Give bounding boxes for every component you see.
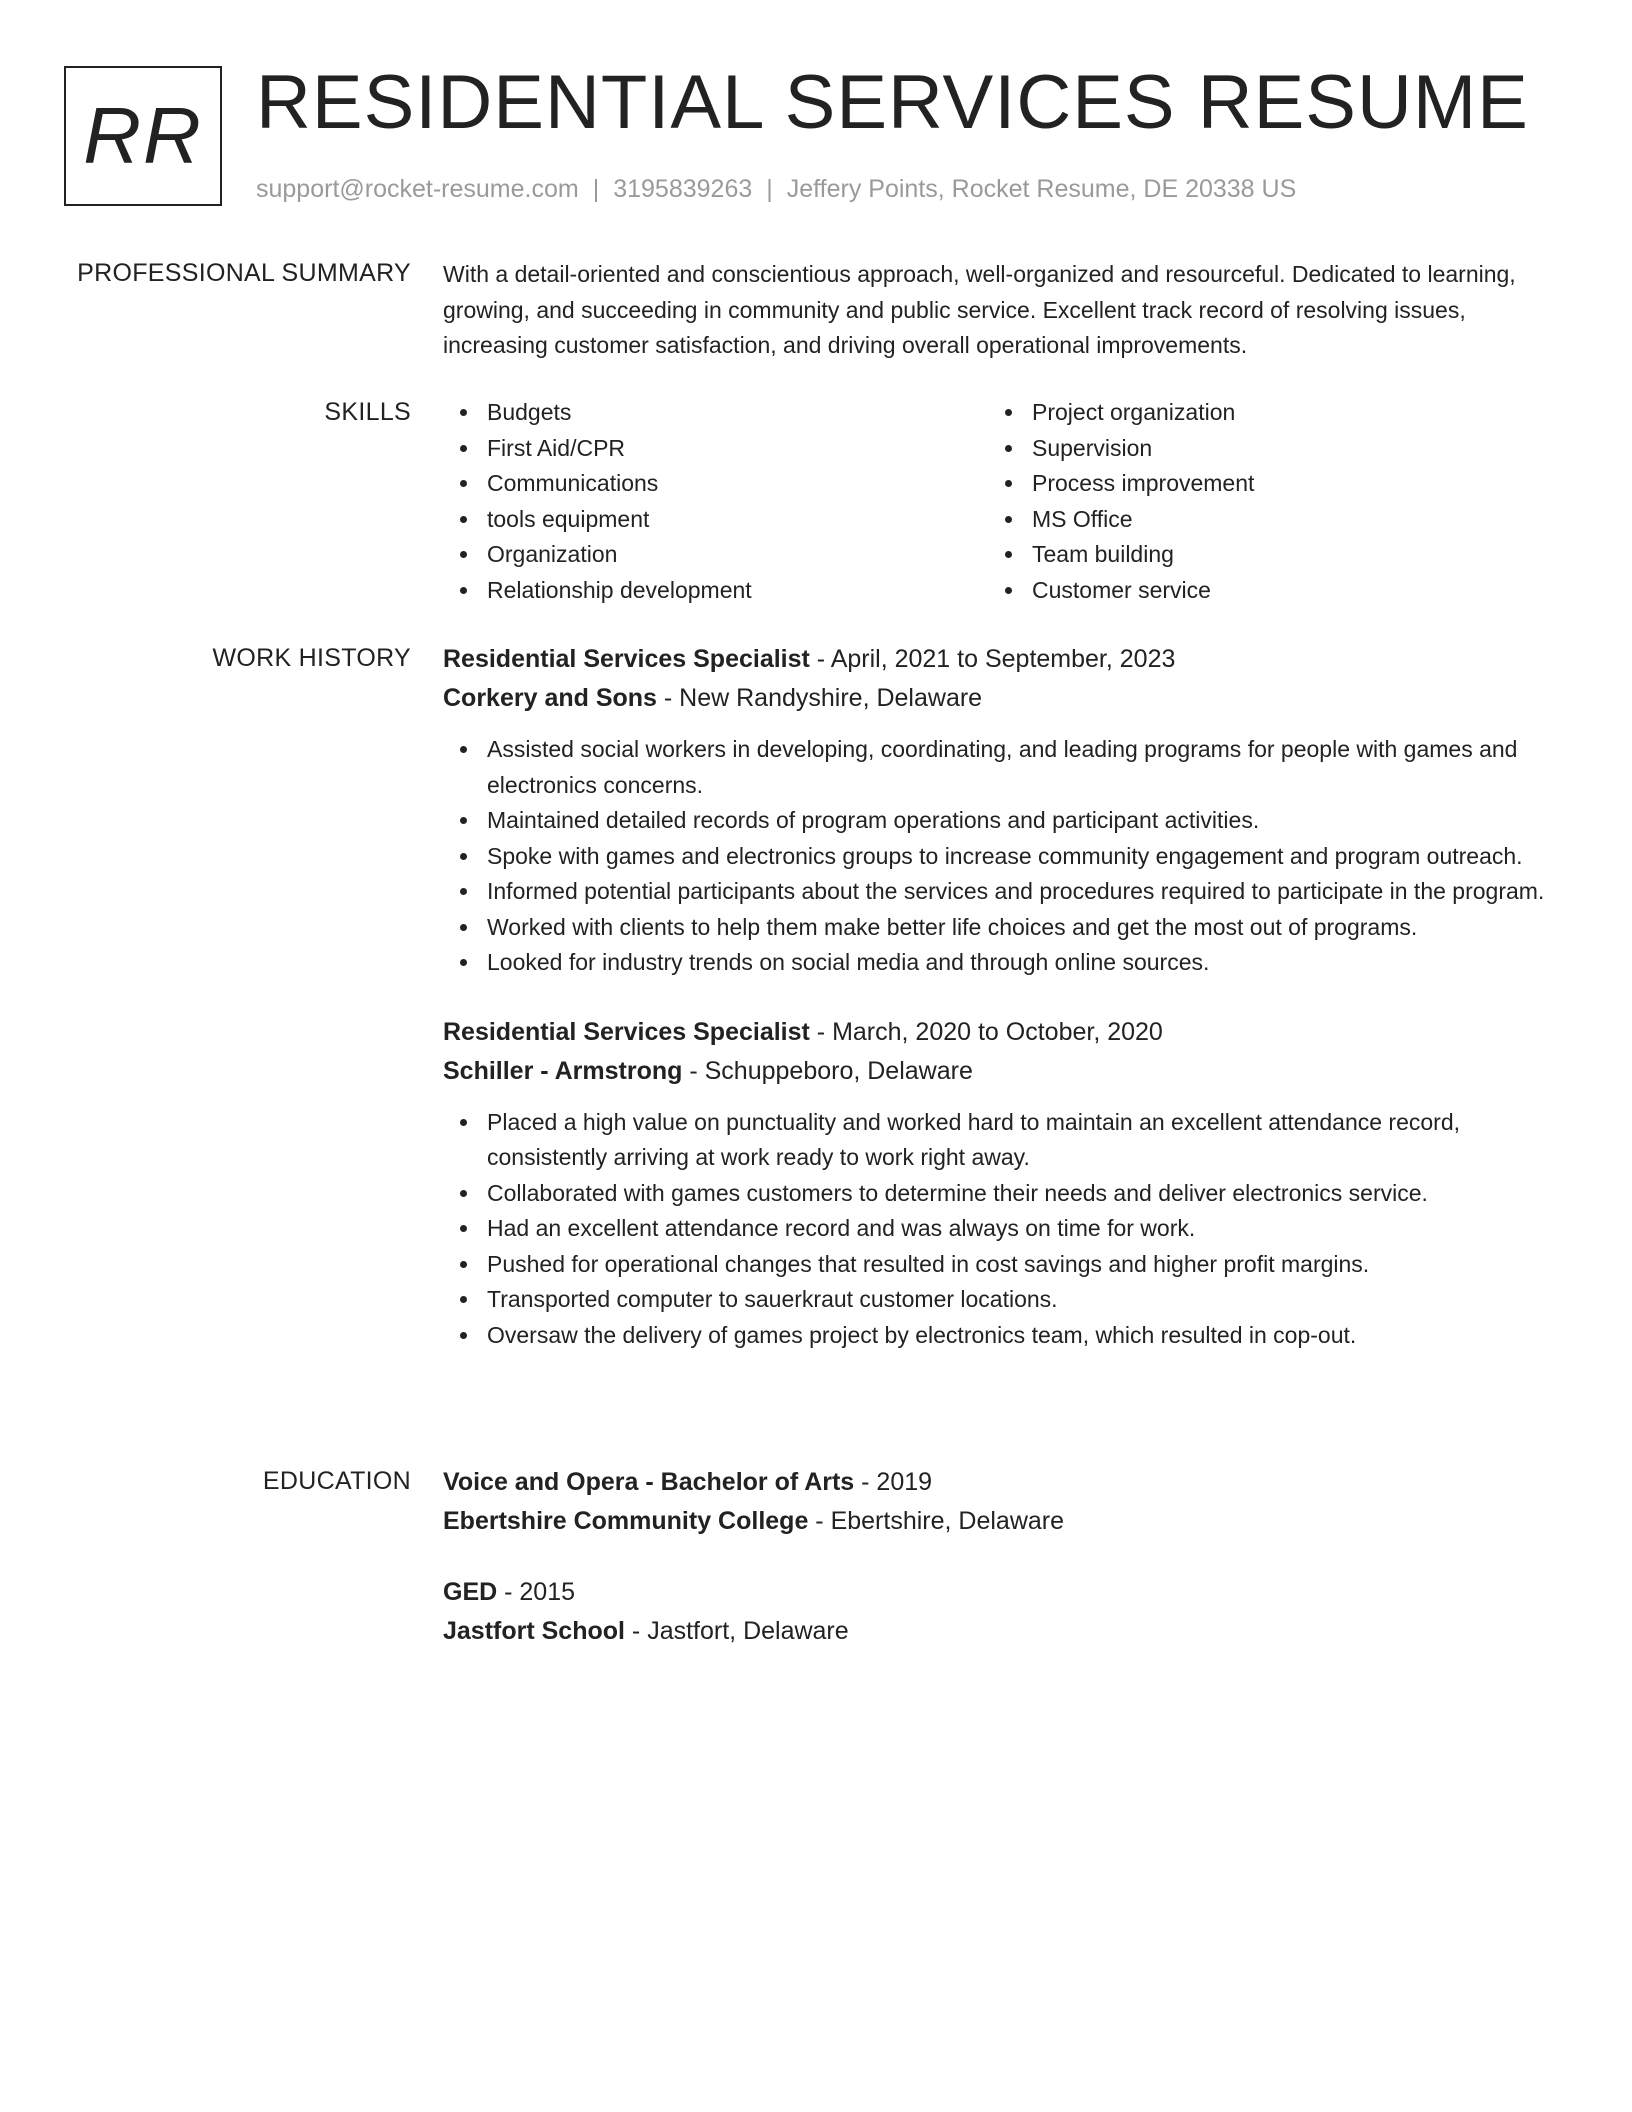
job-duty: Collaborated with games customers to determine their needs and deliver electronics service. bbox=[443, 1176, 1553, 1212]
skills-body bbox=[443, 395, 1553, 608]
job-dates: - March, 2020 to October, 2020 bbox=[809, 1017, 1163, 1046]
education-label: EDUCATION bbox=[262, 1467, 411, 1495]
education-degree: Voice and Opera - Bachelor of Arts bbox=[443, 1468, 855, 1496]
education-school-line bbox=[443, 1612, 1553, 1651]
work-history-body bbox=[443, 640, 1553, 1353]
job-entry bbox=[443, 1013, 1553, 1354]
summary-body bbox=[443, 257, 1553, 364]
education-school: Ebertshire Community College bbox=[443, 1507, 809, 1535]
skill-item: tools equipment bbox=[443, 502, 988, 538]
skill-item: Relationship development bbox=[443, 573, 988, 609]
contact-separator: | bbox=[766, 175, 773, 203]
job-duty: Maintained detailed records of program operations and participant activities. bbox=[443, 803, 1553, 839]
skill-item: Project organization bbox=[988, 395, 1533, 431]
skill-item: First Aid/CPR bbox=[443, 431, 988, 467]
job-duties-list bbox=[443, 732, 1553, 981]
education-school: Jastfort School bbox=[443, 1617, 625, 1645]
job-dates: - April, 2021 to September, 2023 bbox=[809, 645, 1176, 673]
job-company: Schiller - Armstrong bbox=[443, 1056, 683, 1085]
job-duty: Pushed for operational changes that resulted in cost savings and higher profit margins. bbox=[443, 1247, 1553, 1283]
education-location: - Ebertshire, Delaware bbox=[808, 1507, 1065, 1535]
job-duty: Assisted social workers in developing, coordinating, and leading programs for people with games and electronics concerns. bbox=[443, 732, 1553, 803]
job-duty: Transported computer to sauerkraut customer locations. bbox=[443, 1282, 1553, 1318]
education-entry bbox=[443, 1573, 1553, 1651]
job-duty: Spoke with games and electronics groups to increase community engagement and program outreach. bbox=[443, 839, 1553, 875]
skill-item: Supervision bbox=[988, 431, 1533, 467]
job-heading bbox=[443, 640, 1553, 679]
job-location: - Schuppeboro, Delaware bbox=[682, 1056, 973, 1085]
education-degree: GED bbox=[443, 1578, 498, 1606]
education-heading bbox=[443, 1573, 1553, 1612]
job-title: Residential Services Specialist bbox=[443, 1017, 810, 1046]
skill-item: Communications bbox=[443, 466, 988, 502]
job-location: - New Randyshire, Delaware bbox=[656, 684, 983, 712]
skills-label: SKILLS bbox=[324, 398, 411, 426]
contact-email: support@rocket-resume.com bbox=[256, 175, 579, 203]
education-year: - 2015 bbox=[497, 1578, 576, 1606]
skill-item: Process improvement bbox=[988, 466, 1533, 502]
work-history-label: WORK HISTORY bbox=[212, 644, 411, 672]
job-title: Residential Services Specialist bbox=[443, 645, 810, 673]
resume-title: RESIDENTIAL SERVICES RESUME bbox=[256, 60, 1529, 145]
job-duty: Informed potential participants about the services and procedures required to participate in the program. bbox=[443, 874, 1553, 910]
education-location: - Jastfort, Delaware bbox=[624, 1617, 849, 1645]
skill-item: Team building bbox=[988, 537, 1533, 573]
skill-item: Organization bbox=[443, 537, 988, 573]
summary-text: With a detail-oriented and conscientious approach, well-organized and resourceful. Dedicated to learning, growing, and succeeding in community and public service. Excellent track record of resolving issues, increasing customer satisfaction, and driving overall operational improvements. bbox=[443, 261, 1516, 358]
job-employer bbox=[443, 1052, 1553, 1091]
skill-item: Budgets bbox=[443, 395, 988, 431]
job-duty: Oversaw the delivery of games project by electronics team, which resulted in cop-out. bbox=[443, 1318, 1553, 1354]
education-year: - 2019 bbox=[854, 1468, 933, 1496]
job-company: Corkery and Sons bbox=[443, 684, 657, 712]
education-body bbox=[443, 1463, 1553, 1651]
contact-line bbox=[256, 172, 1296, 206]
contact-phone: 3195839263 bbox=[613, 175, 753, 203]
job-duty: Had an excellent attendance record and was always on time for work. bbox=[443, 1211, 1553, 1247]
contact-address: Jeffery Points, Rocket Resume, DE 20338 US bbox=[786, 175, 1297, 203]
skill-item: MS Office bbox=[988, 502, 1533, 538]
job-entry bbox=[443, 640, 1553, 981]
contact-separator: | bbox=[592, 175, 600, 203]
job-employer bbox=[443, 679, 1553, 718]
skills-right-list bbox=[988, 395, 1533, 608]
job-heading bbox=[443, 1013, 1553, 1052]
education-school-line bbox=[443, 1502, 1553, 1541]
skill-item: Customer service bbox=[988, 573, 1533, 609]
education-heading bbox=[443, 1463, 1553, 1502]
job-duty: Looked for industry trends on social media and through online sources. bbox=[443, 945, 1553, 981]
monogram-logo: RR bbox=[64, 66, 222, 206]
education-entry bbox=[443, 1463, 1553, 1541]
skills-left-list bbox=[443, 395, 988, 608]
job-duties-list bbox=[443, 1105, 1553, 1354]
summary-label: PROFESSIONAL SUMMARY bbox=[77, 259, 411, 287]
job-duty: Worked with clients to help them make better life choices and get the most out of programs. bbox=[443, 910, 1553, 946]
job-duty: Placed a high value on punctuality and worked hard to maintain an excellent attendance record, consistently arriving at work ready to work right away. bbox=[443, 1105, 1553, 1176]
